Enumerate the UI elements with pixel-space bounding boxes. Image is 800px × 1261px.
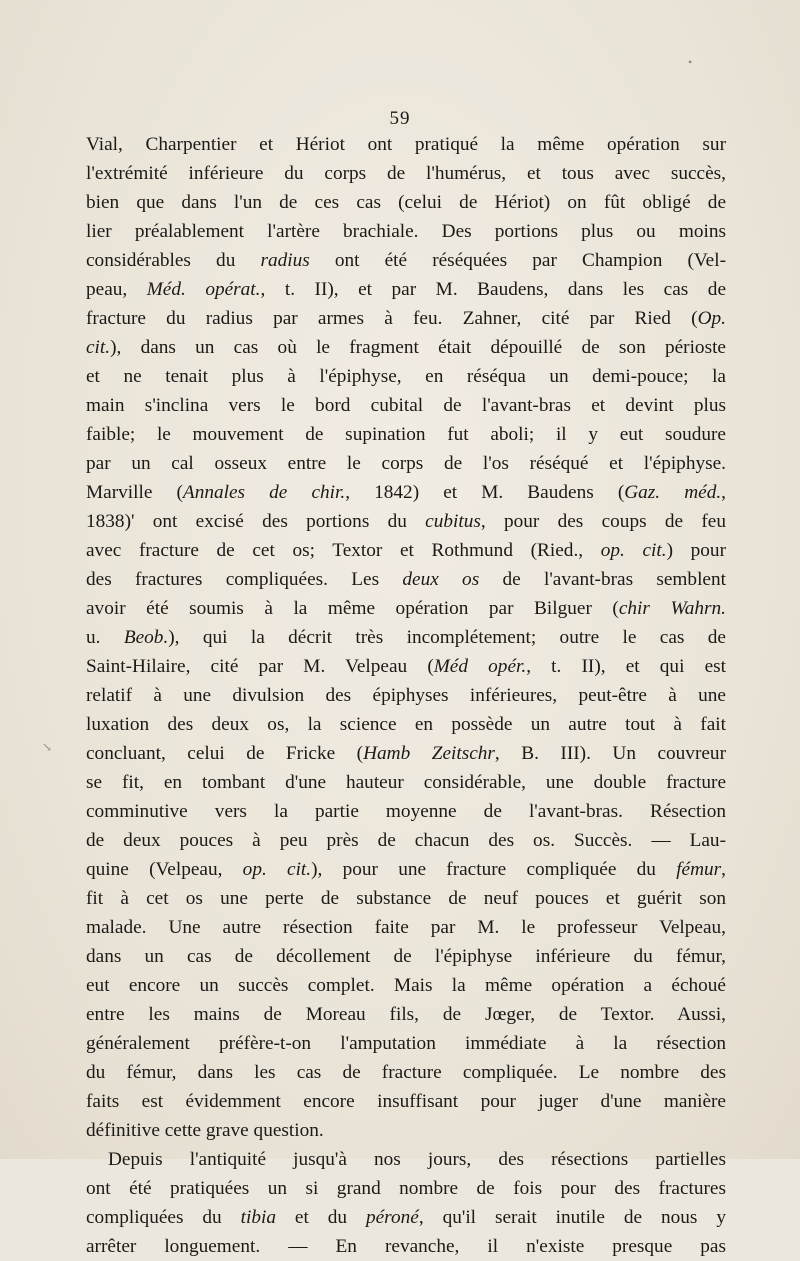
text-line [86,188,726,217]
text-line [86,1000,726,1029]
text-run: se fit, en tombant d'une hauteur considérable, une double fracture [86,772,726,793]
text-line [86,217,726,246]
text-line [86,971,726,1000]
italic-text: op. cit. [600,540,667,561]
text-line [86,797,726,826]
italic-text: Beob. [123,627,169,648]
text-line [86,1058,726,1087]
text-run: avec fracture de cet os; Textor et Rothmund (Ried., [86,540,601,561]
text-run: relatif à une divulsion des épiphyses inférieures, peut-être à une [86,685,726,706]
text-run: Marville ( [86,482,183,503]
text-run: fracture du radius par armes à feu. Zahner, cité par Ried ( [86,308,698,329]
text-run: ), pour une fracture compliquée du [311,859,677,880]
italic-text: cit. [86,337,111,358]
text-run: ) pour [666,540,726,561]
text-line [86,304,726,333]
text-line [86,594,726,623]
text-line [86,768,726,797]
text-line [86,478,726,507]
text-line [86,159,726,188]
text-run: peau, [86,279,147,300]
text-run: entre les mains de Moreau fils, de Jœger, de Textor. Aussi, [86,1004,726,1025]
text-line [86,710,726,739]
text-line [86,420,726,449]
text-line [86,652,726,681]
text-line [86,333,726,362]
text-line [86,536,726,565]
text-line [86,681,726,710]
italic-text: Hamb Zeitschr [363,743,495,764]
text-line [86,942,726,971]
text-line [86,826,726,855]
text-run: l'extrémité inférieure du corps de l'humérus, et tous avec succès, [86,163,726,184]
text-run: considérables du [86,250,261,271]
text-line [86,275,726,304]
text-line [86,507,726,536]
text-run: arrêter longuement. — En revanche, il n'existe presque pas [86,1236,726,1257]
text-run: , [721,859,726,880]
text-line [86,1087,726,1116]
text-run: Saint-Hilaire, cité par M. Velpeau ( [86,656,434,677]
page-speck: • [688,55,693,69]
text-run: ), qui la décrit très incomplétement; outre le cas de [168,627,726,648]
text-line [86,449,726,478]
text-run: par un cal osseux entre le corps de l'os réséqué et l'épiphyse. [86,453,726,474]
text-run: lier préalablement l'artère brachiale. Des portions plus ou moins [86,221,726,242]
text-run: et ne tenait plus à l'épiphyse, en réséqua un demi-pouce; la [86,366,726,387]
italic-text: péroné [365,1207,419,1228]
text-run: compliquées du [86,1207,241,1228]
italic-text: Annales de chir. [182,482,346,503]
text-run: , qu'il serait inutile de nous y [418,1207,726,1228]
text-line [86,1203,726,1232]
text-line [86,565,726,594]
italic-text: tibia [240,1207,276,1228]
text-line [86,1232,726,1261]
text-run: du fémur, dans les cas de fracture compliquée. Le nombre des [86,1062,726,1083]
text-run: ), dans un cas où le fragment était dépouillé de son périoste [110,337,726,358]
text-run: comminutive vers la partie moyenne de l'avant-bras. Résection [86,801,726,822]
italic-text: radius [260,250,310,271]
text-line [86,1029,726,1058]
italic-text: deux os [402,569,480,590]
text-run: 1838)' ont excisé des portions du [86,511,426,532]
italic-text: Op. [697,308,726,329]
text-line [86,855,726,884]
text-run: bien que dans l'un de ces cas (celui de Hériot) on fût obligé de [86,192,726,213]
italic-text: chir Wahrn. [618,598,726,619]
text-run: quine (Velpeau, [86,859,243,880]
text-line [86,246,726,275]
text-line [86,362,726,391]
text-run: dans un cas de décollement de l'épiphyse inférieure du fémur, [86,946,726,967]
text-line [86,130,726,159]
text-run: luxation des deux os, la science en possède un autre tout à fait [86,714,726,735]
text-line [86,391,726,420]
text-run: concluant, celui de Fricke ( [86,743,364,764]
body-text [86,130,726,1261]
text-run: , B. III). Un couvreur [494,743,726,764]
italic-text: op. cit. [242,859,312,880]
page-number: 59 [389,108,411,129]
italic-text: Gaz. méd. [624,482,722,503]
text-run: eut encore un succès complet. Mais la même opération a échoué [86,975,726,996]
text-run: avoir été soumis à la même opération par Bilguer ( [86,598,619,619]
text-run: , [721,482,726,503]
text-run: u. [86,627,124,648]
text-run: Vial, Charpentier et Hériot ont pratiqué la même opération sur [86,134,726,155]
text-run: de deux pouces à peu près de chacun des os. Succès. — Lau- [86,830,726,851]
text-run: , t. II), et qui est [526,656,726,677]
italic-text: Méd. opérat. [146,279,261,300]
text-run: fit à cet os une perte de substance de neuf pouces et guérit son [86,888,726,909]
text-line [86,913,726,942]
text-run: malade. Une autre résection faite par M. le professeur Velpeau, [86,917,726,938]
text-run: main s'inclina vers le bord cubital de l'avant-bras et devint plus [86,395,726,416]
text-run: ont été réséquées par Champion (Vel- [309,250,726,271]
italic-text: Méd opér. [433,656,527,677]
text-line [86,1145,726,1174]
text-run: Depuis l'antiquité jusqu'à nos jours, des résections partielles [108,1149,726,1170]
text-line [86,1116,726,1145]
text-line [86,884,726,913]
text-run: , t. II), et par M. Baudens, dans les cas de [260,279,726,300]
text-run: faits est évidemment encore insuffisant pour juger d'une manière [86,1091,726,1112]
text-run: des fractures compliquées. Les [86,569,403,590]
text-run: , 1842) et M. Baudens ( [345,482,625,503]
text-run: et du [275,1207,366,1228]
text-run: , pour des coups de feu [480,511,726,532]
text-line [86,1174,726,1203]
text-run: de l'avant-bras semblent [479,569,726,590]
text-line [86,623,726,652]
margin-mark: ↘ [42,740,53,754]
text-run: généralement préfère-t-on l'amputation immédiate à la résection [86,1033,726,1054]
italic-text: fémur [676,859,722,880]
text-run: définitive cette grave question. [86,1120,324,1141]
text-line [86,739,726,768]
italic-text: cubitus [425,511,481,532]
text-run: ont été pratiquées un si grand nombre de fois pour des fractures [86,1178,726,1199]
text-run: faible; le mouvement de supination fut aboli; il y eut soudure [86,424,726,445]
